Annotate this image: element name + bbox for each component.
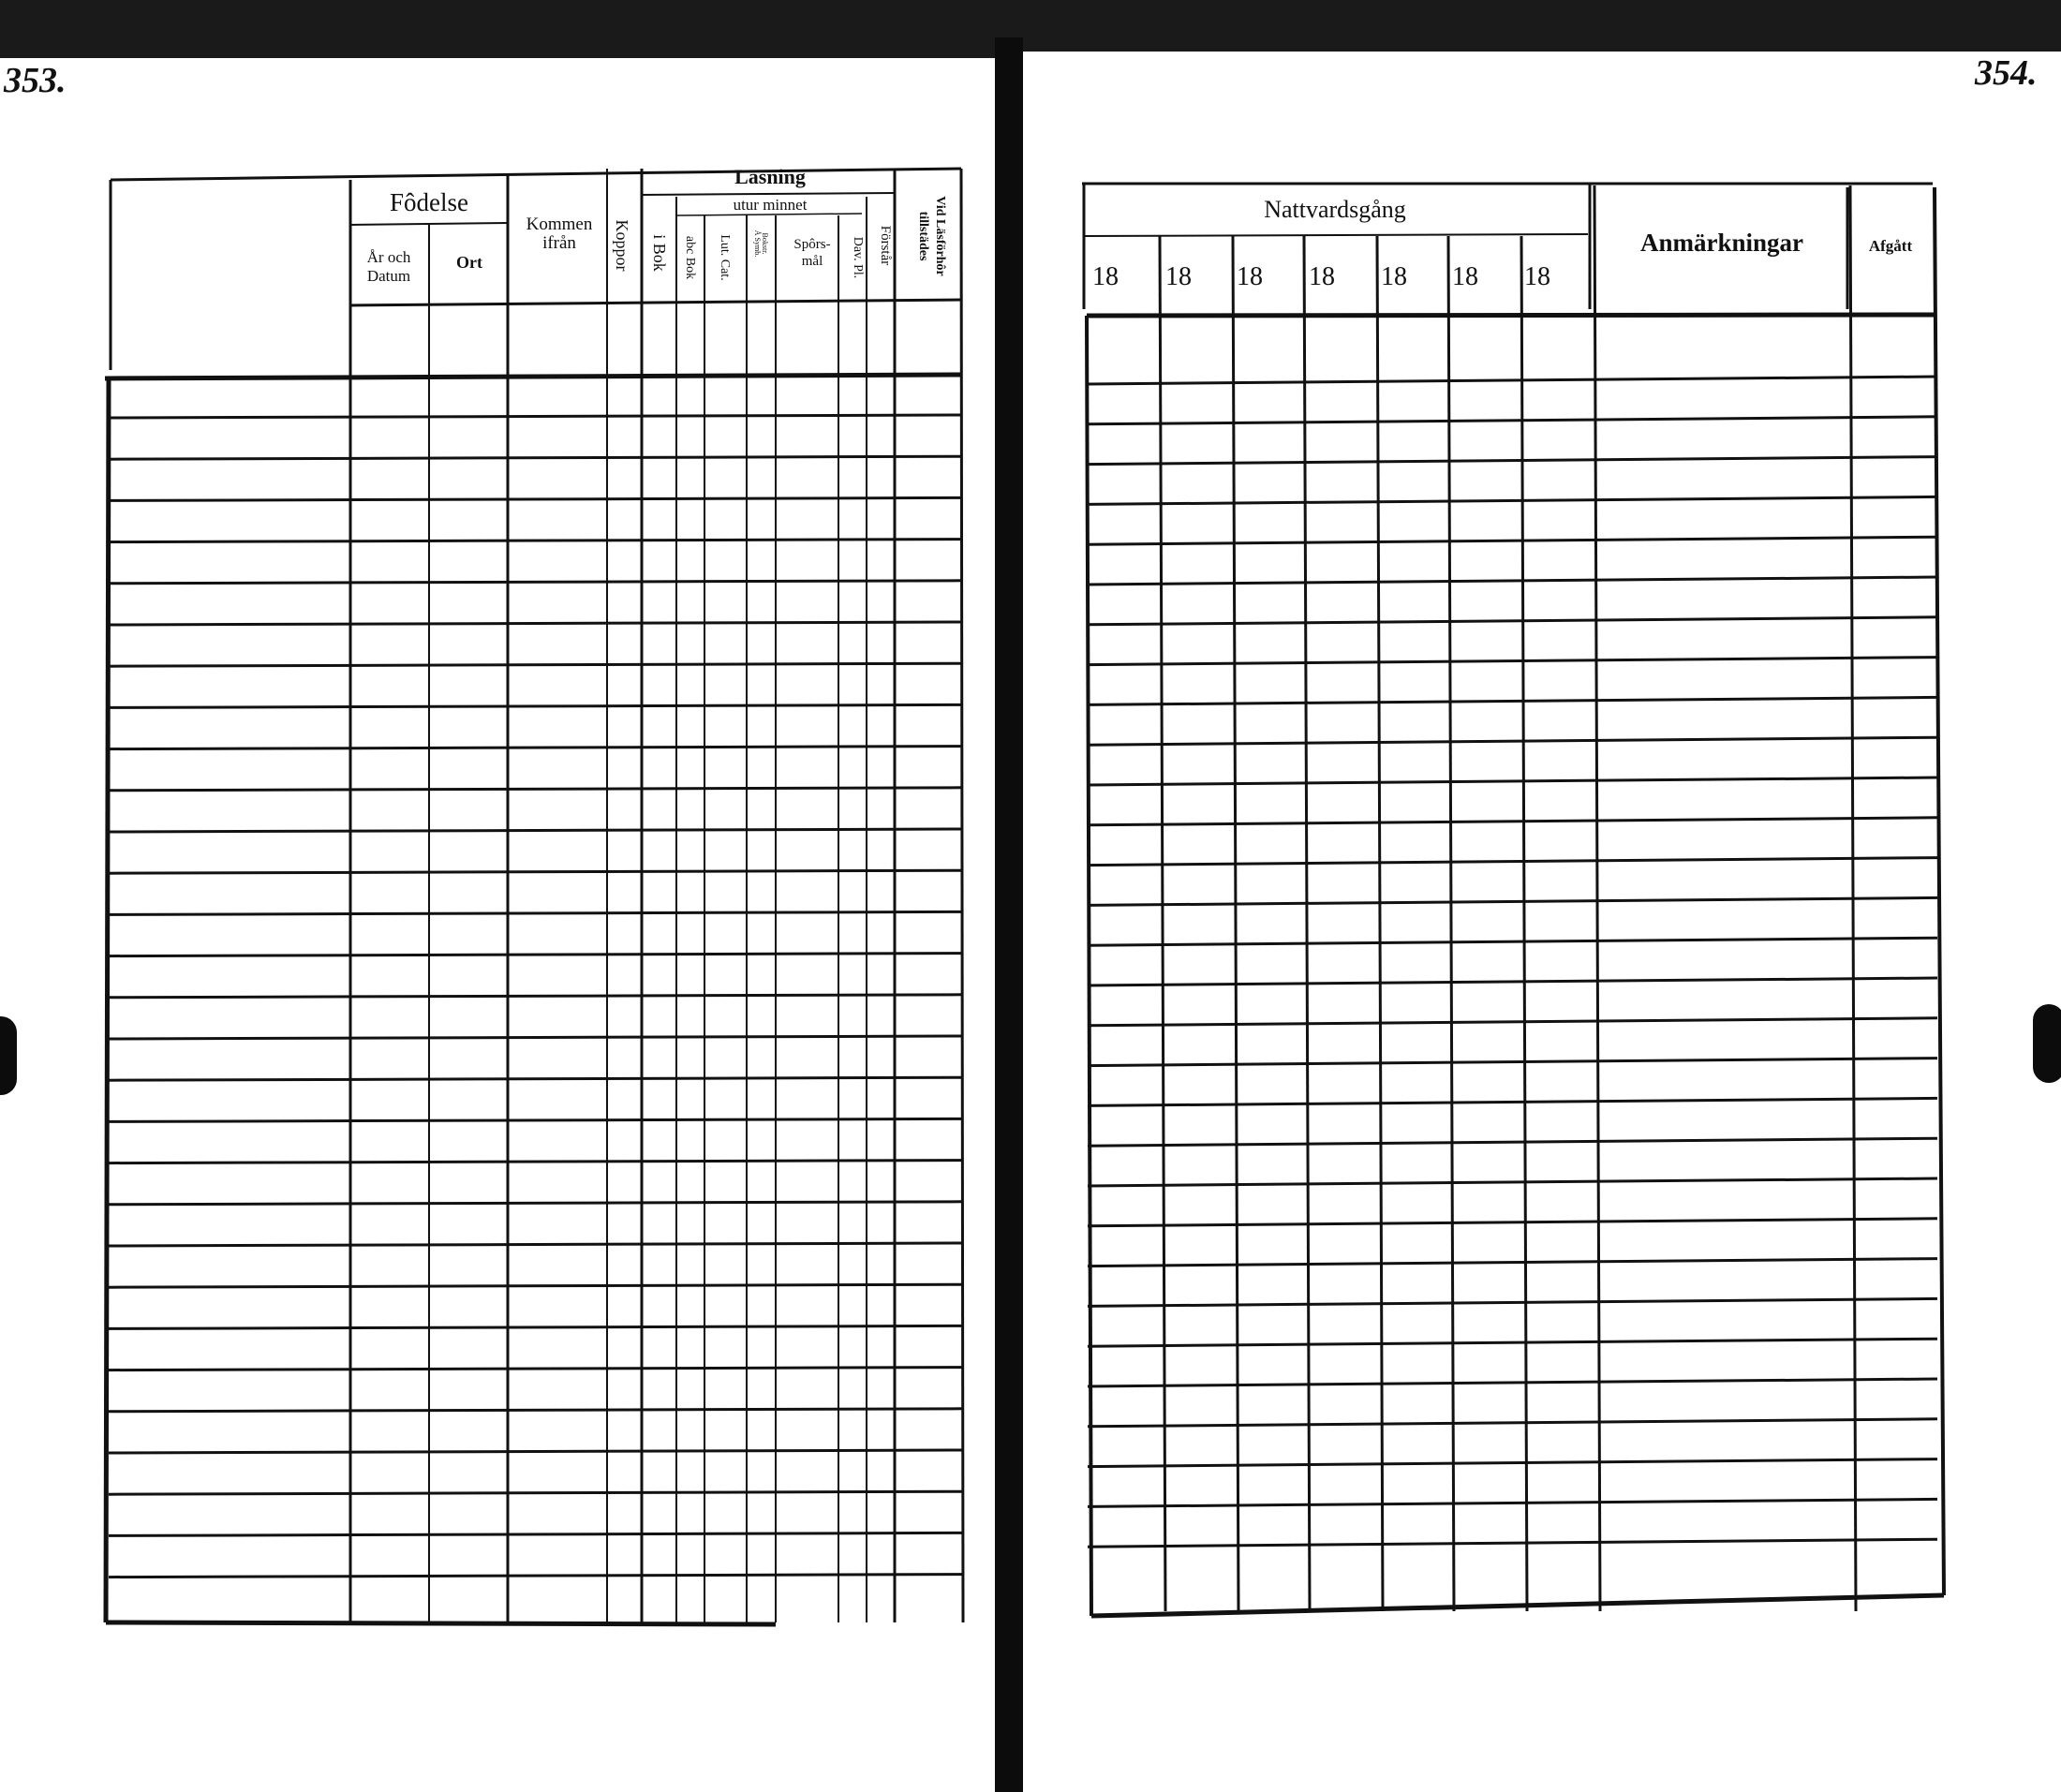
left-row-line <box>109 1325 962 1328</box>
header-vid-lasforhor: Vid Läsförhôr <box>933 196 947 276</box>
right-column-line <box>1594 185 1600 1611</box>
header-nattvardsgang: Nattvardsgång <box>1264 196 1406 223</box>
left-row-line <box>109 704 962 707</box>
header-fodelse: Fôdelse <box>390 188 468 216</box>
right-row-line <box>1088 737 1937 745</box>
left-row-line <box>109 1036 962 1039</box>
right-row-line <box>1088 1178 1937 1186</box>
left-row-line <box>109 540 962 542</box>
right-row-line <box>1088 1138 1937 1146</box>
left-row-line <box>109 1575 962 1577</box>
header-ar-och: År och <box>366 248 411 266</box>
right-page-number: 354. <box>1975 53 2038 93</box>
right-column-line <box>1448 236 1454 1611</box>
left-row-line <box>109 1077 962 1080</box>
left-row-line <box>109 829 962 832</box>
left-row-line <box>109 1368 962 1370</box>
right-row-line <box>1088 1419 1937 1427</box>
left-row-line <box>109 1533 962 1535</box>
header-tillstades: tillstädes <box>916 211 930 261</box>
left-page-number: 353. <box>4 61 67 100</box>
header-symb-2: Bokstr. <box>761 232 769 255</box>
right-row-line <box>1088 496 1937 504</box>
header-abc-bok: abc Bok <box>683 235 697 280</box>
right-column-line <box>1521 236 1527 1611</box>
left-row-line <box>109 911 962 914</box>
year-cell-3: 18 <box>1237 262 1263 291</box>
right-row-line <box>1088 1098 1937 1105</box>
left-row-line <box>109 1450 962 1453</box>
left-row-line <box>109 663 962 666</box>
left-row-line <box>109 1284 962 1287</box>
left-row-line <box>109 415 962 418</box>
year-cell-1: 18 <box>1092 262 1119 291</box>
header-sporsmal-1: Spôrs- <box>793 237 831 252</box>
left-row-line <box>109 747 962 749</box>
left-grid <box>105 165 963 1624</box>
right-column-line <box>1377 236 1383 1611</box>
year-cell-4: 18 <box>1309 262 1335 291</box>
year-cell-7: 18 <box>1524 262 1550 291</box>
right-row-line <box>1088 1539 1937 1547</box>
right-row-line <box>1088 1018 1937 1026</box>
right-row-lines <box>1088 377 1937 1547</box>
left-row-lines <box>109 415 962 1577</box>
right-row-line <box>1088 457 1937 465</box>
left-row-line <box>109 622 962 625</box>
left-row-line <box>109 1202 962 1205</box>
header-utur-minnet: utur minnet <box>733 196 808 214</box>
left-row-line <box>109 1161 962 1163</box>
header-symb-1: Å Symb. <box>753 230 762 258</box>
header-ort: Ort <box>456 253 482 272</box>
right-row-line <box>1088 778 1937 785</box>
right-row-line <box>1088 1339 1937 1346</box>
header-anmarkningar: Anmärkningar <box>1639 229 1804 257</box>
right-row-line <box>1088 938 1937 945</box>
right-row-line <box>1088 978 1937 985</box>
right-row-line <box>1088 377 1937 384</box>
header-lasning: Läsning <box>734 165 806 188</box>
right-row-line <box>1088 1379 1937 1386</box>
left-row-line <box>109 1409 962 1412</box>
header-afgatt: Afgått <box>1868 237 1913 255</box>
right-row-line <box>1088 1059 1937 1066</box>
left-row-line <box>109 581 962 584</box>
header-datum: Datum <box>366 267 411 285</box>
right-row-line <box>1088 1499 1937 1506</box>
header-ifran: ifrån <box>542 233 576 253</box>
left-column-lines <box>350 169 895 1622</box>
year-cell-6: 18 <box>1452 262 1478 291</box>
header-koppor: Koppor <box>613 219 631 272</box>
right-row-line <box>1088 417 1937 424</box>
right-row-line <box>1088 818 1937 825</box>
left-row-line <box>109 870 962 873</box>
left-row-line <box>109 1491 962 1494</box>
right-row-line <box>1088 1259 1937 1266</box>
header-lut-cat: Lut. Cat. <box>718 234 732 281</box>
right-row-line <box>1088 658 1937 665</box>
left-row-line <box>109 456 962 459</box>
left-row-line <box>109 1118 962 1121</box>
left-row-line <box>109 1243 962 1246</box>
right-row-line <box>1088 1219 1937 1226</box>
right-column-line <box>1233 236 1238 1611</box>
year-cell-2: 18 <box>1165 262 1192 291</box>
left-row-line <box>109 788 962 791</box>
left-row-line <box>109 995 962 998</box>
right-column-lines <box>1160 184 1856 1611</box>
right-column-line <box>1160 236 1165 1611</box>
header-forstar: Förstår <box>878 225 893 266</box>
right-row-line <box>1088 1459 1937 1467</box>
header-sporsmal-2: mål <box>801 254 823 269</box>
year-cell-5: 18 <box>1381 262 1407 291</box>
header-dav-pl: Dav. Pl. <box>851 236 865 279</box>
right-row-line <box>1088 617 1937 625</box>
right-row-line <box>1088 1298 1937 1306</box>
right-row-line <box>1088 897 1937 905</box>
right-row-line <box>1088 697 1937 704</box>
right-row-line <box>1088 858 1937 866</box>
header-kommen: Kommen <box>526 215 593 234</box>
left-row-line <box>109 954 962 956</box>
left-row-line <box>109 497 962 500</box>
right-column-line <box>1304 236 1310 1611</box>
right-row-line <box>1088 577 1937 585</box>
right-grid <box>1082 184 1944 1616</box>
right-row-line <box>1088 537 1937 544</box>
header-i-bok: i Bok <box>650 234 669 272</box>
